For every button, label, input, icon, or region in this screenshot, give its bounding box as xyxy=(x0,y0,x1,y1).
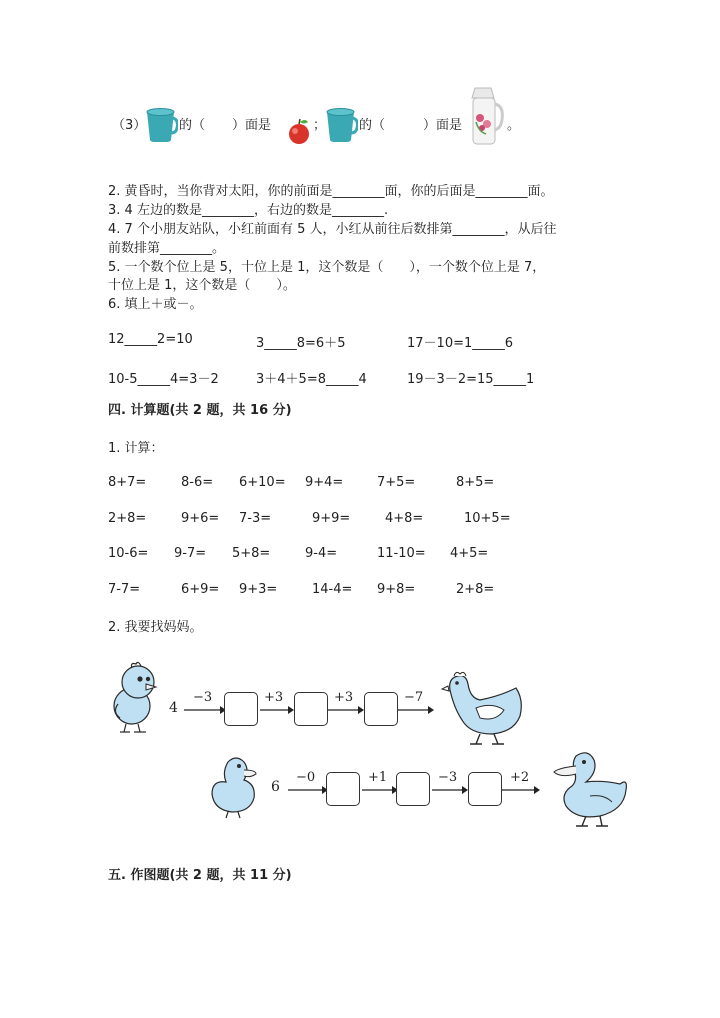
question-4-cont: 前数排第________。 xyxy=(108,241,226,256)
chain-2-answer-box-1[interactable] xyxy=(326,772,360,806)
fill-op-item: 19－3－2=15_____1 xyxy=(407,372,535,387)
calc-item: 9+6= xyxy=(181,511,220,526)
calc-item: 4+8= xyxy=(385,511,424,526)
calc-item: 9+4= xyxy=(305,475,344,490)
q3-end: 。 xyxy=(507,118,521,133)
calc-item: 10+5= xyxy=(464,511,511,526)
cup-icon-2 xyxy=(324,106,358,144)
calc-item: 9+3= xyxy=(239,582,278,597)
question-5-cont: 十位上是 1，这个数是（ ）。 xyxy=(108,278,296,293)
calc-item: 2+8= xyxy=(456,582,495,597)
chain-1-op-4: −7 xyxy=(404,690,424,705)
chain-1-op-1: −3 xyxy=(193,690,213,705)
calc-item: 9+8= xyxy=(377,582,416,597)
chain-2-answer-box-3[interactable] xyxy=(468,772,502,806)
q3-mian2: ）面是 xyxy=(423,118,463,133)
duckling-icon xyxy=(206,752,262,820)
question-6: 6. 填上＋或－。 xyxy=(108,297,203,312)
kettle-icon xyxy=(466,84,506,148)
calc-item: 11-10= xyxy=(377,546,426,561)
fill-op-item: 3_____8=6＋5 xyxy=(256,336,346,351)
chain-2-op-1: −0 xyxy=(296,770,316,785)
calc-item: 8+7= xyxy=(108,475,147,490)
calc-item: 8-6= xyxy=(181,475,214,490)
chain-1-answer-box-2[interactable] xyxy=(294,692,328,726)
calc-item: 9-7= xyxy=(174,546,207,561)
fill-op-item: 12_____2=10 xyxy=(108,332,193,347)
calc-item: 14-4= xyxy=(312,582,353,597)
chain-1-op-3: +3 xyxy=(334,690,354,705)
q3-mian1: ）面是 xyxy=(232,118,272,133)
chain-2-answer-box-2[interactable] xyxy=(396,772,430,806)
apple-icon xyxy=(286,118,312,146)
hen-icon xyxy=(440,670,526,746)
calc-label: 1. 计算： xyxy=(108,441,164,456)
fill-op-item: 17－10=1_____6 xyxy=(407,336,514,351)
chick-icon xyxy=(108,660,164,736)
q3-semi: ； xyxy=(313,118,327,133)
chain-2-op-2: +1 xyxy=(368,770,388,785)
calc-item: 6+10= xyxy=(239,475,286,490)
q3-de1: 的（ xyxy=(179,118,206,133)
question-5: 5. 一个数个位上是 5，十位上是 1，这个数是（ ），一个数个位上是 7， xyxy=(108,260,546,275)
question-3: 3. 4 左边的数是________，右边的数是________. xyxy=(108,203,389,218)
question-4: 4. 7 个小朋友站队，小红前面有 5 人，小红从前往后数排第________，从后往 xyxy=(108,222,557,237)
calc-item: 4+5= xyxy=(450,546,489,561)
chain-2-start: 6 xyxy=(271,779,280,795)
chain-1-answer-box-1[interactable] xyxy=(224,692,258,726)
section-4-title: 四. 计算题(共 2 题，共 16 分) xyxy=(108,403,292,418)
chain-1-op-2: +3 xyxy=(264,690,284,705)
q3-de2: 的（ xyxy=(359,118,386,133)
calc-item: 2+8= xyxy=(108,511,147,526)
q3-prefix: （3） xyxy=(112,118,147,133)
chain-2-op-4: +2 xyxy=(510,770,530,785)
section-5-title: 五. 作图题(共 2 题，共 11 分) xyxy=(108,868,292,883)
question-2: 2. 黄昏时，当你背对太阳，你的前面是________面，你的后面是________面。 xyxy=(108,184,554,199)
calc-item: 7+5= xyxy=(377,475,416,490)
calc-item: 9+9= xyxy=(312,511,351,526)
calc-item: 7-7= xyxy=(108,582,141,597)
calc-item: 8+5= xyxy=(456,475,495,490)
chain-2-op-3: −3 xyxy=(438,770,458,785)
find-mom-label: 2. 我要找妈妈。 xyxy=(108,620,203,635)
chain-1-answer-box-3[interactable] xyxy=(364,692,398,726)
calc-item: 10-6= xyxy=(108,546,149,561)
cup-icon xyxy=(144,106,178,144)
calc-item: 6+9= xyxy=(181,582,220,597)
calc-item: 5+8= xyxy=(232,546,271,561)
fill-op-item: 10-5_____4=3－2 xyxy=(108,372,219,387)
calc-item: 7-3= xyxy=(239,511,272,526)
fill-op-item: 3＋4＋5=8_____4 xyxy=(256,372,367,387)
duck-icon xyxy=(546,744,632,830)
chain-1-start: 4 xyxy=(169,700,178,716)
calc-item: 9-4= xyxy=(305,546,338,561)
